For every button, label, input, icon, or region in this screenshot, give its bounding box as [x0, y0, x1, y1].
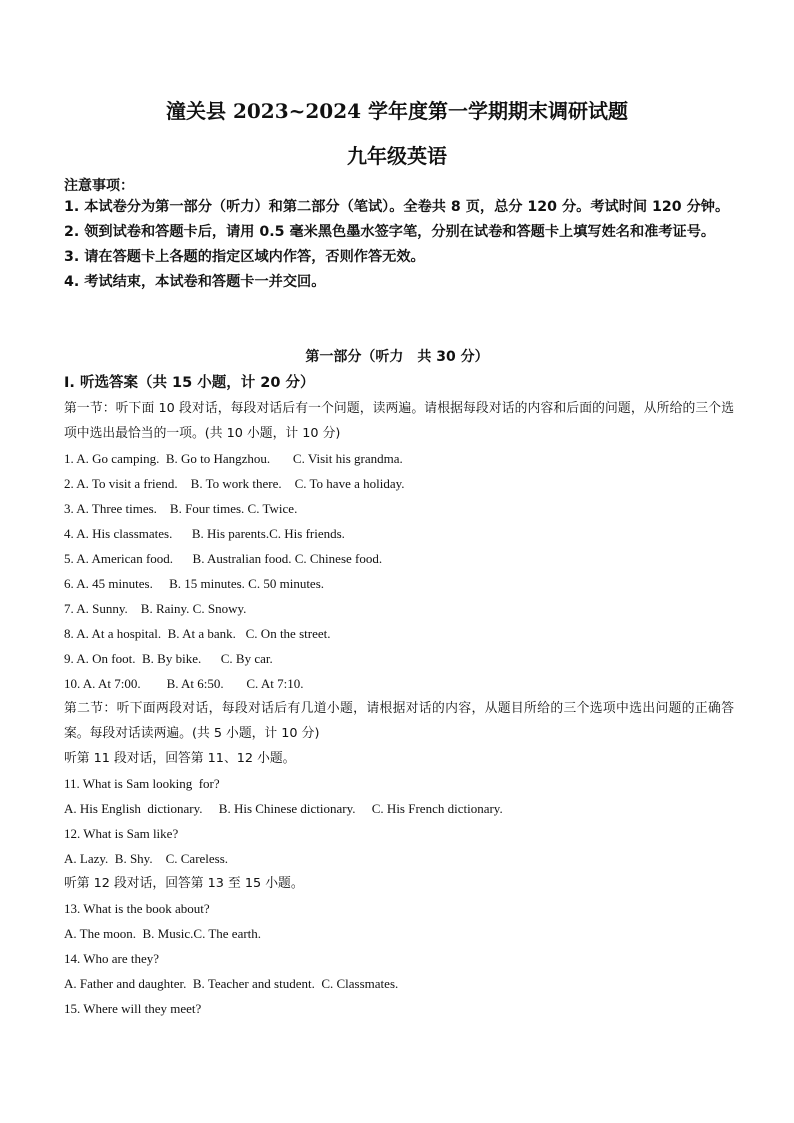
question-item: 2. A. To visit a friend. B. To work there. C. To have a holiday.: [64, 476, 405, 491]
exam-title: 潼关县 2023~2024 学年度第一学期期末调研试题: [165, 99, 628, 123]
question-stem: 11. What is Sam looking for?: [64, 776, 220, 791]
note-item: 3. 请在答题卡上各题的指定区域内作答，否则作答无效。: [64, 249, 425, 265]
question-stem: 12. What is Sam like?: [64, 826, 179, 841]
exam-subtitle: 九年级英语: [347, 144, 447, 168]
note-item: 2. 领到试卷和答题卡后，请用 0.5 毫米黑色墨水签字笔，分别在试卷和答题卡上填写姓名和准考证号。: [64, 224, 716, 240]
dialog-intro: 听第 12 段对话，回答第 13 至 15 小题。: [64, 876, 304, 891]
question-stem: 14. Who are they?: [64, 951, 160, 966]
section-title: Ⅰ. 听选答案（共 15 小题，计 20 分）: [64, 375, 315, 391]
question-item: 1. A. Go camping. B. Go to Hangzhou. C. Visit his grandma.: [64, 451, 403, 466]
part-title: 第一部分（听力 共 30 分）: [305, 349, 489, 365]
question-options: A. His English dictionary. B. His Chinese dictionary. C. His French dictionary.: [64, 801, 503, 816]
question-item: 3. A. Three times. B. Four times. C. Twice.: [64, 501, 298, 516]
notes-heading: 注意事项：: [64, 178, 134, 194]
question-item: 9. A. On foot. B. By bike. C. By car.: [64, 651, 273, 666]
question-options: A. Father and daughter. B. Teacher and student. C. Classmates.: [64, 976, 399, 991]
section2-intro: 第二节：听下面两段对话，每段对话后有几道小题，请根据对话的内容，从题目所给的三个选项中选出问题的正确答案。每段对话读两遍。(共 5 小题，计 10 分): [64, 701, 734, 741]
dialog-intro: 听第 11 段对话，回答第 11、12 小题。: [64, 751, 296, 766]
question-stem: 15. Where will they meet?: [64, 1001, 202, 1016]
question-item: 10. A. At 7:00. B. At 6:50. C. At 7:10.: [64, 676, 304, 691]
note-item: 4. 考试结束，本试卷和答题卡一并交回。: [64, 274, 326, 290]
note-item: 1. 本试卷分为第一部分（听力）和第二部分（笔试）。全卷共 8 页，总分 120 分。考试时间 120 分钟。: [64, 199, 730, 215]
notes-list: [64, 195, 734, 295]
question-item: 5. A. American food. B. Australian food. C. Chinese food.: [64, 551, 383, 566]
question-options: A. Lazy. B. Shy. C. Careless.: [64, 851, 229, 866]
section1-intro: 第一节：听下面 10 段对话，每段对话后有一个问题，读两遍。请根据每段对话的内容和后面的问题，从所给的三个选项中选出最恰当的一项。(共 10 小题，计 10 分): [64, 401, 734, 441]
question-item: 6. A. 45 minutes. B. 15 minutes. C. 50 minutes.: [64, 576, 325, 591]
question-item: 4. A. His classmates. B. His parents.C. His friends.: [64, 526, 345, 541]
question-body: [64, 396, 734, 1021]
question-options: A. The moon. B. Music.C. The earth.: [64, 926, 262, 941]
question-stem: 13. What is the book about?: [64, 901, 210, 916]
question-item: 8. A. At a hospital. B. At a bank. C. On the street.: [64, 626, 331, 641]
question-item: 7. A. Sunny. B. Rainy. C. Snowy.: [64, 601, 247, 616]
